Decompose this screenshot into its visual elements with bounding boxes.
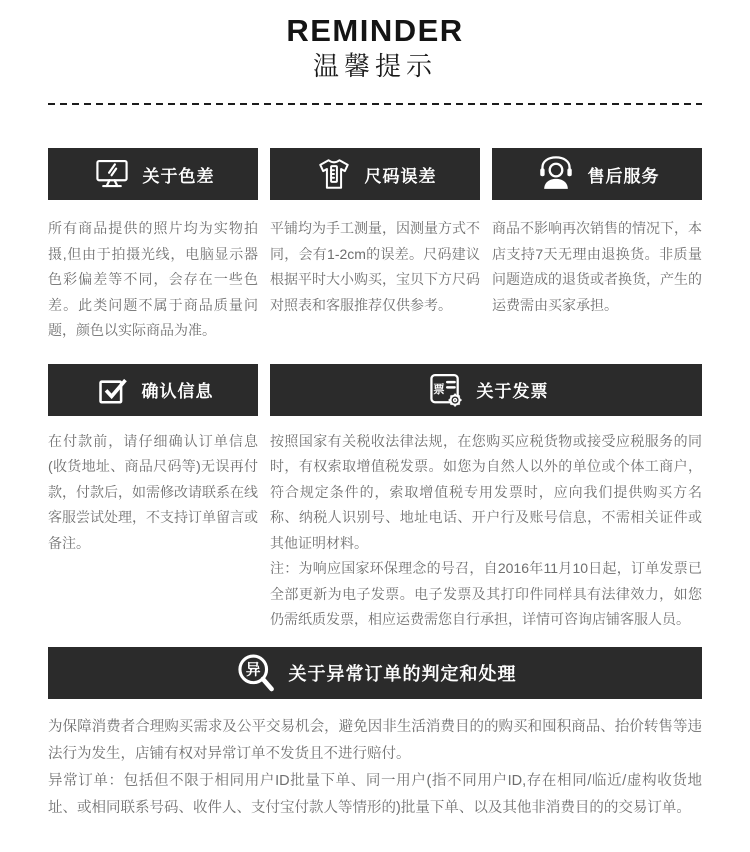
card-abnormal-orders (48, 647, 702, 699)
card-color-difference (48, 148, 258, 200)
checkbox-icon (93, 371, 131, 409)
page-subtitle: 温馨提示 (312, 51, 437, 82)
paragraph: 商品不影响再次销售的情况下，本店支持7天无理由退换货。非质量问题造成的退货或者换货，产生的运费需由买家承担。 (492, 220, 702, 313)
card-label: 确认信息 (141, 382, 214, 402)
monitor-icon (92, 154, 132, 194)
gear-icon (448, 393, 461, 406)
tshirt-icon (314, 154, 354, 194)
invoice-text (270, 429, 702, 633)
page-title: REMINDER (286, 13, 464, 48)
magnifier-icon (234, 651, 278, 695)
paragraph: 在付款前，请仔细确认订单信息(收货地址、商品尺码等)无误再付款，付款后，如需修改请联系在线客服尝试处理，不支持订单留言或备注。 (48, 432, 258, 551)
card-label: 关于发票 (476, 382, 549, 402)
card-row-1 (48, 148, 702, 200)
abnormal-orders-text (48, 714, 702, 822)
color-difference-text (48, 216, 258, 344)
page-title-block (48, 14, 702, 82)
after-sales-text (492, 216, 702, 344)
invoice-icon (424, 369, 466, 411)
card-row-2 (48, 364, 702, 416)
headset-icon (535, 153, 577, 195)
size-error-text (270, 216, 480, 344)
dashed-divider (48, 103, 702, 105)
paragraph-note: 注：为响应国家环保理念的号召，自2016年11月10日起，订单发票已全部更新为电子发票。电子发票及其打印件同样具有法律效力，如您仍需纸质发票，相应运费需您自行承担，详情可咨询店铺客服人员。 (270, 560, 702, 628)
magnifier-icon-glyph: 异 (245, 662, 261, 679)
text-row-2 (48, 429, 702, 633)
paragraph: 为保障消费者合理购买需求及公平交易机会，避免因非生活消费目的的购买和囤积商品、抬价转售等违法行为发生，店铺有权对异常订单不发货且不进行赔付。 (48, 718, 702, 762)
text-row-1 (48, 216, 702, 344)
card-label: 关于异常订单的判定和处理 (288, 663, 517, 684)
card-label: 售后服务 (587, 166, 660, 186)
card-confirm-info (48, 364, 258, 416)
paragraph: 所有商品提供的照片均为实物拍摄,但由于拍摄光线，电脑显示器色彩偏差等不同，会存在一些色差。此类问题不属于商品质量问题，颜色以实际商品为准。 (48, 220, 258, 339)
card-label: 关于色差 (142, 166, 215, 186)
paragraph: 平铺均为手工测量，因测量方式不同，会有1-2cm的误差。尺码建议根据平时大小购买，宝贝下方尺码对照表和客服推荐仅供参考。 (270, 220, 480, 313)
paragraph: 按照国家有关税收法律法规，在您购买应税货物或接受应税服务的同时，有权索取增值税发票。如您为自然人以外的单位或个体工商户，符合规定条件的，索取增值税专用发票时，应向我们提供购买方名称、纳税人识别号、地址电话、开户行及账号信息，不需相关证件或其他证明材料。 (270, 432, 702, 551)
invoice-icon-glyph: 票 (432, 383, 445, 396)
card-after-sales (492, 148, 702, 200)
card-invoice (270, 364, 702, 416)
confirm-info-text (48, 429, 258, 633)
card-size-error (270, 148, 480, 200)
card-label: 尺码误差 (364, 166, 437, 186)
paragraph: 异常订单：包括但不限于相同用户ID批量下单、同一用户(指不同用户ID,存在相同/临近/虚构收货地址、或相同联系号码、收件人、支付宝付款人等情形的)批量下单、以及其他非消费目的的交易订单。 (48, 772, 702, 816)
